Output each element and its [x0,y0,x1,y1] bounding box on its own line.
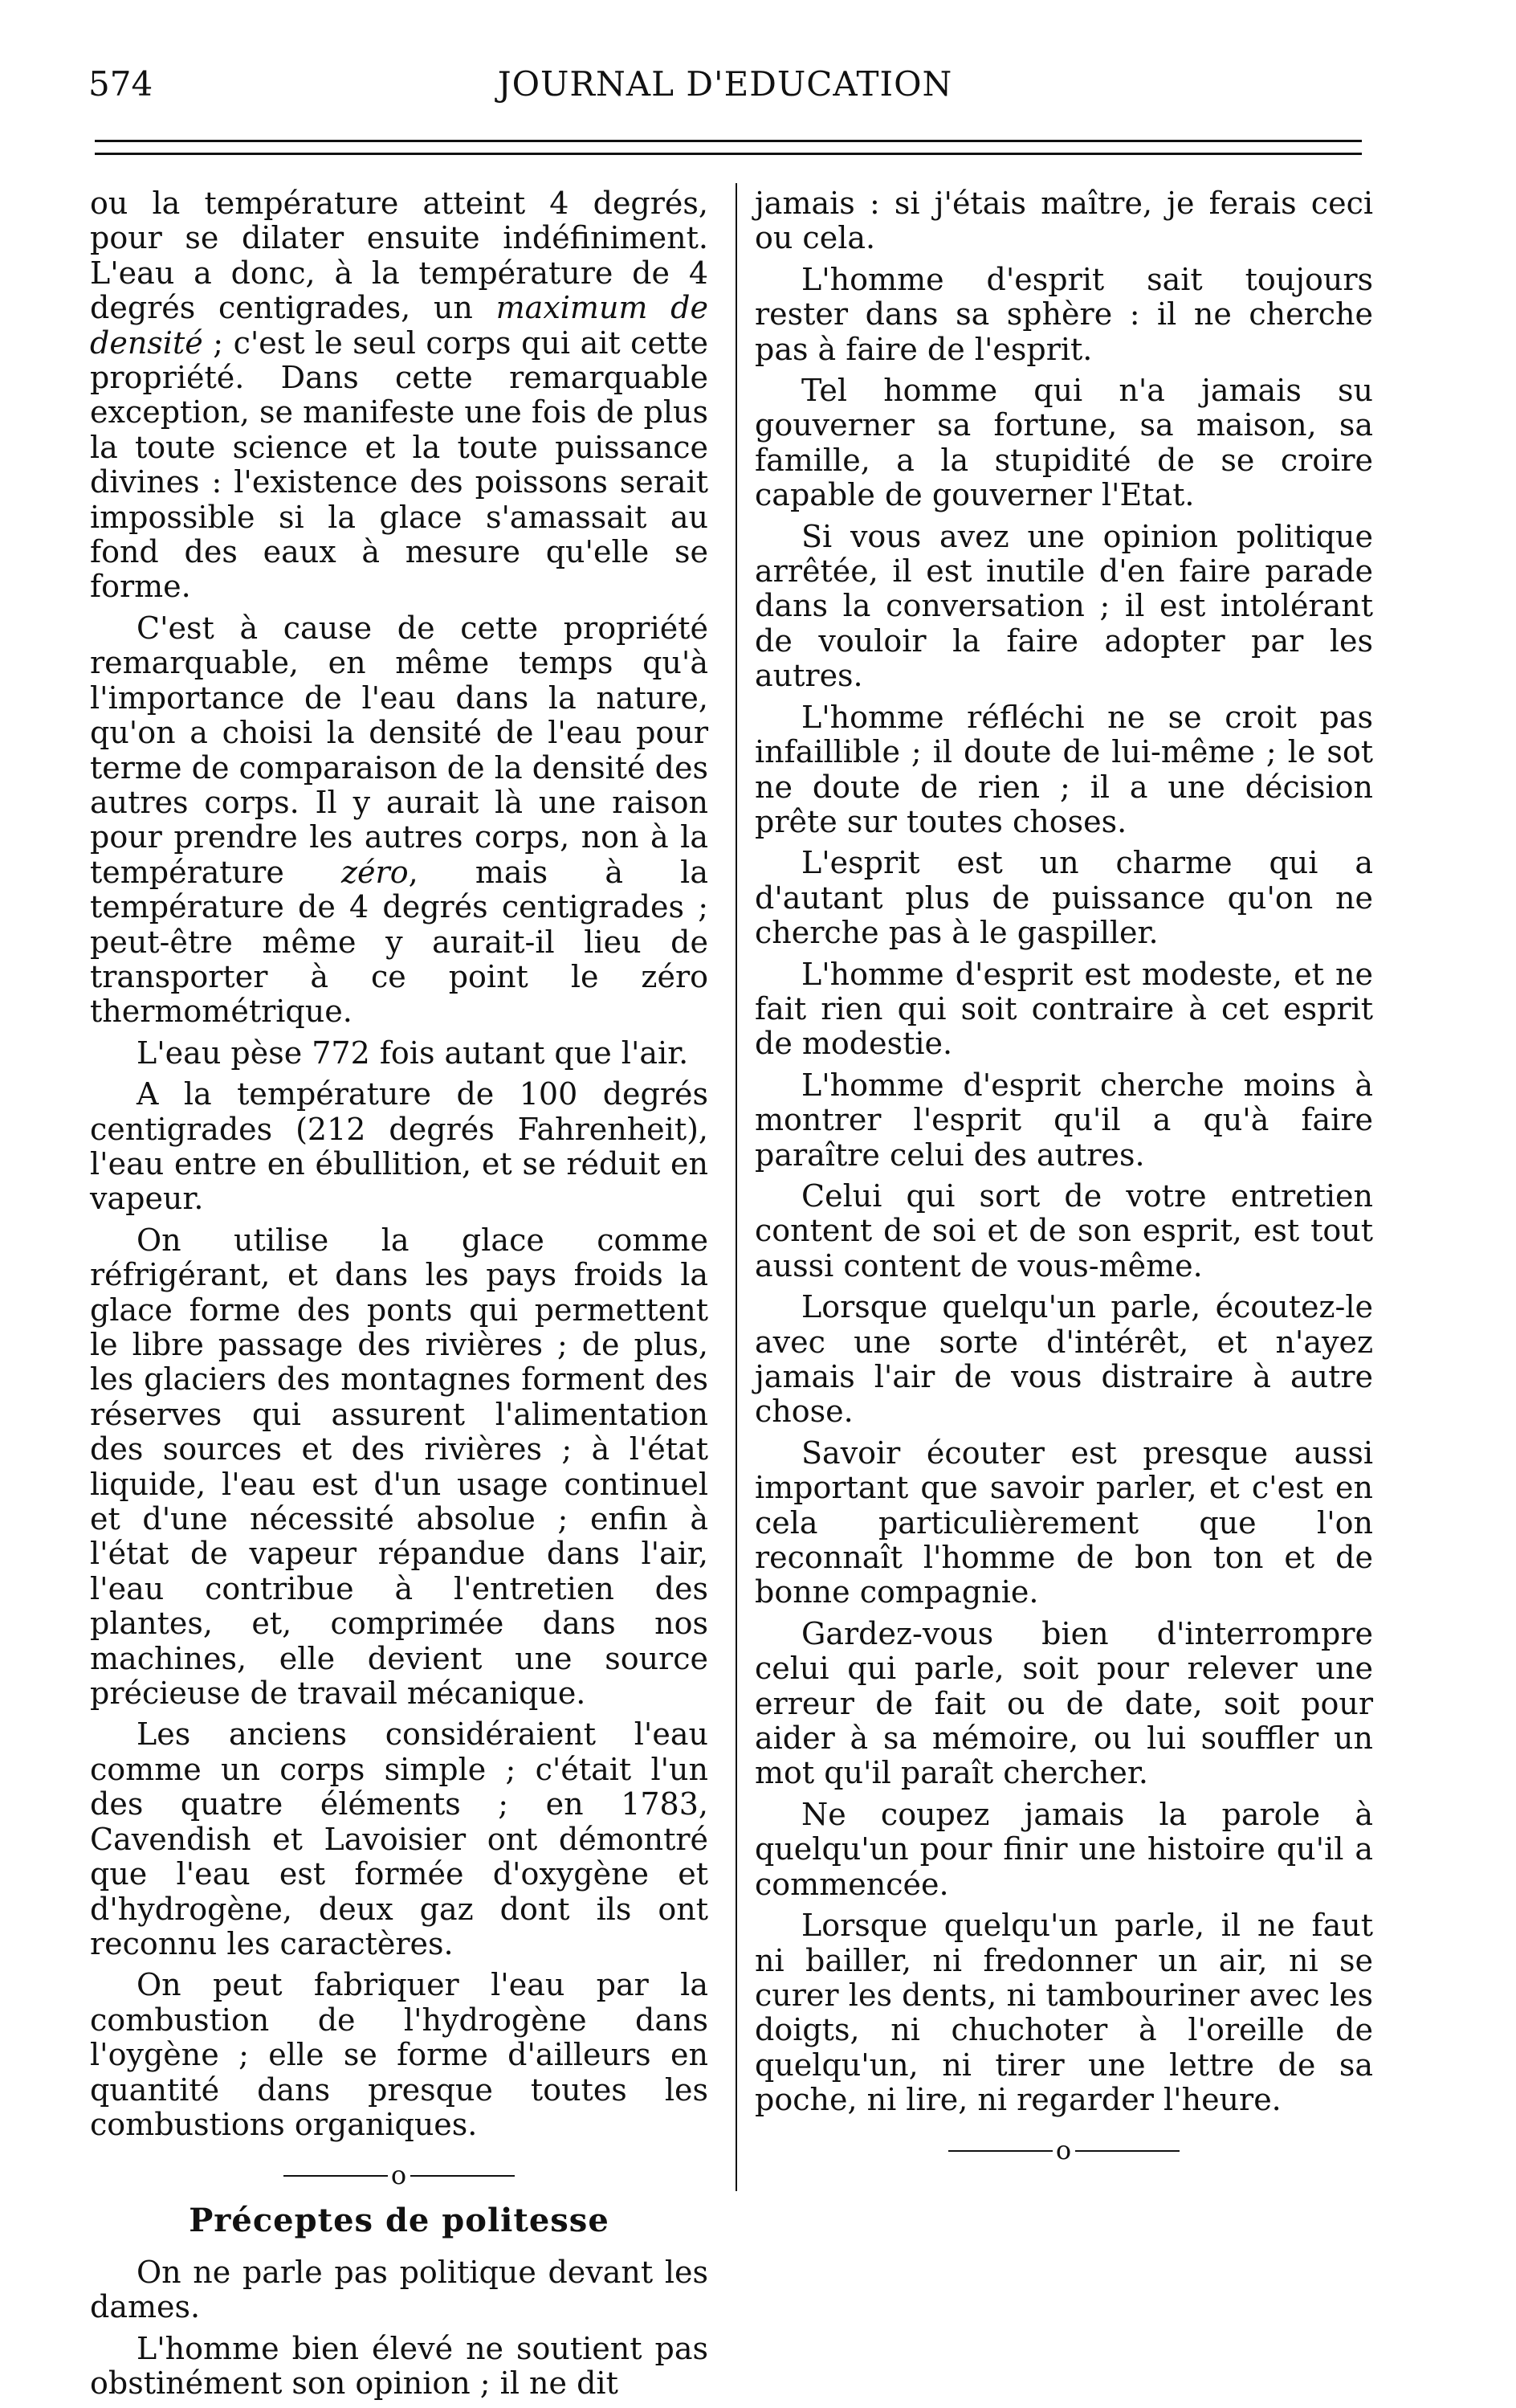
paragraph [90,186,708,605]
page-number: 574 [88,64,153,104]
paragraph: A la température de 100 degrés centigrades (212 degrés Fahrenheit), l'eau entre en ébullition, et se réduit en vapeur. [90,1076,708,1217]
header-rule-bottom [95,153,1362,155]
paragraph-text: ou la température atteint 4 degrés, pour se dilater ensuite indéfiniment. L'eau a donc, à la température de 4 degrés centigrades, un [90,186,708,326]
paragraph-text: , mais à la température de 4 degrés centigrades ; peut-être même y aurait-il lieu de transporter à ce point le zéro thermométrique. [90,854,708,1030]
paragraph: On utilise la glace comme réfrigérant, et dans les pays froids la glace forme des ponts qui permettent le libre passage des rivières ; de plus, les glaciers des montagnes forment des réserves qui assurent l'alimentation des sources et des rivières ; à l'état liquide, l'eau est d'un usage continuel et d'une nécessité absolue ; enfin à l'état de vapeur répandue dans l'air, l'eau contribue à l'entretien des plantes, et, comprimée dans nos machines, elle devient une source précieuse de travail mécanique. [90,1222,708,1712]
paragraph: L'homme d'esprit cherche moins à montrer l'esprit qu'il a qu'à faire paraître celui des autres. [755,1067,1373,1173]
paragraph: Lorsque quelqu'un parle, il ne faut ni bailler, ni fredonner un air, ni se curer les dents, ni tambouriner avec les doigts, ni chuchoter à l'oreille de quelqu'un, ni tirer une lettre de sa poche, ni lire, ni regarder l'heure. [755,1908,1373,2118]
paragraph-text: ; c'est le seul corps qui ait cette propriété. Dans cette remarquable exception, se manifeste une fois de plus la toute science et la toute puissance divines : l'existence des poissons serait impossible si la glace s'amassait au fond des eaux à mesure qu'elle se forme. [90,324,708,605]
separator-mark: o [1055,2135,1073,2166]
paragraph-text: C'est à cause de cette propriété remarquable, en même temps qu'à l'importance de l'eau dans la nature, qu'on a choisi la densité de l'eau pour terme de comparaison de la densité des autres corps. Il y aurait là une raison pour prendre les autres corps, non à la température [90,610,708,890]
paragraph: Ne coupez jamais la parole à quelqu'un pour finir une histoire qu'il a commencée. [755,1796,1373,1902]
paragraph: Savoir écouter est presque aussi important que savoir parler, et c'est en cela particulièrement que l'on reconnaît l'homme de bon ton et de bonne compagnie. [755,1435,1373,1610]
separator-line [410,2175,515,2177]
separator-line [948,2150,1053,2152]
paragraph: Celui qui sort de votre entretien content de soi et de son esprit, est tout aussi content de vous-même. [755,1177,1373,1284]
paragraph: jamais : si j'étais maître, je ferais ceci ou cela. [755,186,1373,256]
emphasis-text: maximum de densité [90,290,708,361]
page-header [88,64,1362,120]
paragraph: Tel homme qui n'a jamais su gouverner sa fortune, sa maison, sa famille, a la stupidité de se croire capable de gouverner l'Etat. [755,373,1373,513]
separator-line [283,2175,388,2177]
left-column [90,186,708,2408]
paragraph: Lorsque quelqu'un parle, écoutez-le avec une sorte d'intérêt, et n'ayez jamais l'air de vous distraire à autre chose. [755,1289,1373,1430]
section-separator [755,2133,1373,2169]
paragraph: On ne parle pas politique devant les dames. [90,2254,708,2325]
right-column [755,186,1373,2178]
paragraph [90,611,708,1030]
paragraph: L'homme d'esprit est modeste, et ne fait rien qui soit contraire à cet esprit de modestie. [755,956,1373,1062]
separator-mark: o [390,2160,408,2191]
section-separator [90,2157,708,2193]
emphasis-text: zéro [341,854,409,890]
separator-line [1075,2150,1180,2152]
paragraph: On peut fabriquer l'eau par la combustion de l'hydrogène dans l'oygène ; elle se forme d'ailleurs en quantité dans presque toutes les combustions organiques. [90,1967,708,2142]
paragraph: L'homme réfléchi ne se croit pas infaillible ; il doute de lui-même ; le sot ne doute de rien ; il a une décision prête sur toutes choses. [755,699,1373,839]
paragraph: L'homme bien élevé ne soutient pas obstinément son opinion ; il ne dit [90,2330,708,2402]
paragraph: L'eau pèse 772 fois autant que l'air. [137,1035,689,1071]
section-title: Préceptes de politesse [189,2201,609,2239]
column-divider [736,183,737,2191]
paragraph: Gardez-vous bien d'interrompre celui qui parle, soit pour relever une erreur de fait ou de date, soit pour aider à sa mémoire, ou lui souffler un mot qu'il paraît chercher. [755,1615,1373,1791]
paragraph: Si vous avez une opinion politique arrêtée, il est inutile d'en faire parade dans la conversation ; il est intolérant de vouloir la faire adopter par les autres. [755,518,1373,694]
journal-title: JOURNAL D'EDUCATION [497,64,953,104]
header-rule-top [95,140,1362,142]
paragraph: L'homme d'esprit sait toujours rester dans sa sphère : il ne cherche pas à faire de l'esprit. [755,261,1373,367]
paragraph: L'esprit est un charme qui a d'autant plus de puissance qu'on ne cherche pas à le gaspiller. [755,845,1373,951]
paragraph: Les anciens considéraient l'eau comme un corps simple ; c'était l'un des quatre éléments ; en 1783, Cavendish et Lavoisier ont démontré que l'eau est formée d'oxygène et d'hydrogène, deux gaz dont ils ont reconnu les caractères. [90,1716,708,1961]
